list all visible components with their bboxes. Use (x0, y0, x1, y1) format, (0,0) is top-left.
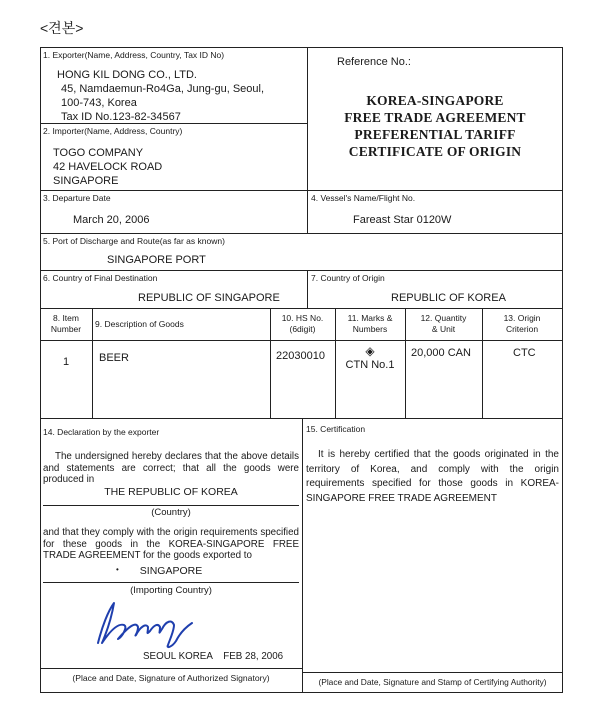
final-destination-label: 6. Country of Final Destination (43, 273, 158, 283)
exporter-name: HONG KIL DONG CO., LTD. (57, 69, 197, 81)
goods-marks: CTN No.1 (345, 359, 395, 371)
vessel-label: 4. Vessel's Name/Flight No. (311, 193, 416, 203)
signature-image (88, 597, 198, 649)
departure-value: March 20, 2006 (73, 214, 150, 226)
port-label: 5. Port of Discharge and Route(as far as known) (43, 236, 225, 246)
page-label: <견본> (40, 20, 84, 36)
origin-country-label: 7. Country of Origin (311, 273, 385, 283)
exporter-block (57, 68, 264, 124)
declaration-importing-country: SINGAPORE (139, 565, 203, 577)
importing-country-caption: (Importing Country) (130, 585, 212, 596)
marks-symbol-icon: ◈ (365, 344, 375, 358)
title-line-2: FREE TRADE AGREEMENT (344, 110, 526, 125)
reference-label: Reference No.: (337, 56, 411, 68)
vessel-value: Fareast Star 0120W (353, 214, 452, 226)
exporter-address-2: 100-743, Korea (61, 97, 137, 109)
departure-label: 3. Departure Date (43, 193, 111, 203)
exporter-tax-id: Tax ID No.123-82-34567 (61, 111, 181, 123)
declaration-label: 14. Declaration by the exporter (43, 427, 160, 437)
goods-hs: 22030010 (276, 350, 325, 362)
place-and-date: SEOUL KOREA FEB 28, 2006 (143, 651, 284, 662)
col-marks: 11. Marks & Numbers (347, 313, 393, 334)
certificate-title (308, 92, 562, 160)
certification-label: 15. Certification (306, 424, 366, 434)
port-value: SINGAPORE PORT (107, 254, 206, 266)
declaration-para-1: The undersigned hereby declares that the above details and statements are correct; that all the goods were produced in (43, 451, 299, 485)
origin-country-value: REPUBLIC OF KOREA (391, 292, 506, 304)
importer-address: 42 HAVELOCK ROAD (53, 161, 163, 173)
goods-item: 1 (62, 356, 70, 368)
title-line-3: PREFERENTIAL TARIFF (354, 127, 516, 142)
country-caption: (Country) (151, 507, 191, 518)
title-line-4: CERTIFICATE OF ORIGIN (348, 144, 522, 159)
exporter-address-1: 45, Namdaemun-Ro4Ga, Jung-gu, Seoul, (61, 83, 265, 95)
importer-label: 2. Importer(Name, Address, Country) (43, 126, 183, 136)
goods-quantity: 20,000 CAN (411, 347, 471, 359)
col-item-number: 8. Item Number (50, 313, 82, 334)
importer-country: SINGAPORE (53, 175, 119, 187)
importer-block (53, 146, 162, 188)
bullet-mark: • (116, 565, 119, 574)
col-description: 9. Description of Goods (95, 319, 184, 329)
goods-criterion: CTC (513, 347, 536, 359)
final-destination-value: REPUBLIC OF SINGAPORE (138, 292, 280, 304)
declaration-country: THE REPUBLIC OF KOREA (104, 486, 238, 498)
importer-name: TOGO COMPANY (53, 147, 144, 159)
certification-footer: (Place and Date, Signature and Stamp of Certifying Authority) (318, 677, 547, 687)
col-hs-no: 10. HS No. (6digit) (281, 313, 324, 334)
goods-description: BEER (99, 352, 129, 364)
col-quantity: 12. Quantity & Unit (420, 313, 467, 334)
certification-text: It is hereby certified that the goods originated in the territory of Korea, and comply with the origin requirements specified for those goods in KOREA-SINGAPORE FREE TRADE AGREEMENT (306, 449, 559, 504)
col-criterion: 13. Origin Criterion (503, 313, 541, 334)
title-line-1: KOREA-SINGAPORE (366, 93, 504, 108)
declaration-footer: (Place and Date, Signature of Authorized Signatory) (72, 673, 270, 683)
declaration-para-2: and that they comply with the origin requirements specified for these goods in the KOREA-SINGAPORE FREE TRADE AGREEMENT for the goods exported to (43, 527, 299, 561)
exporter-label: 1. Exporter(Name, Address, Country, Tax ID No) (43, 50, 225, 60)
